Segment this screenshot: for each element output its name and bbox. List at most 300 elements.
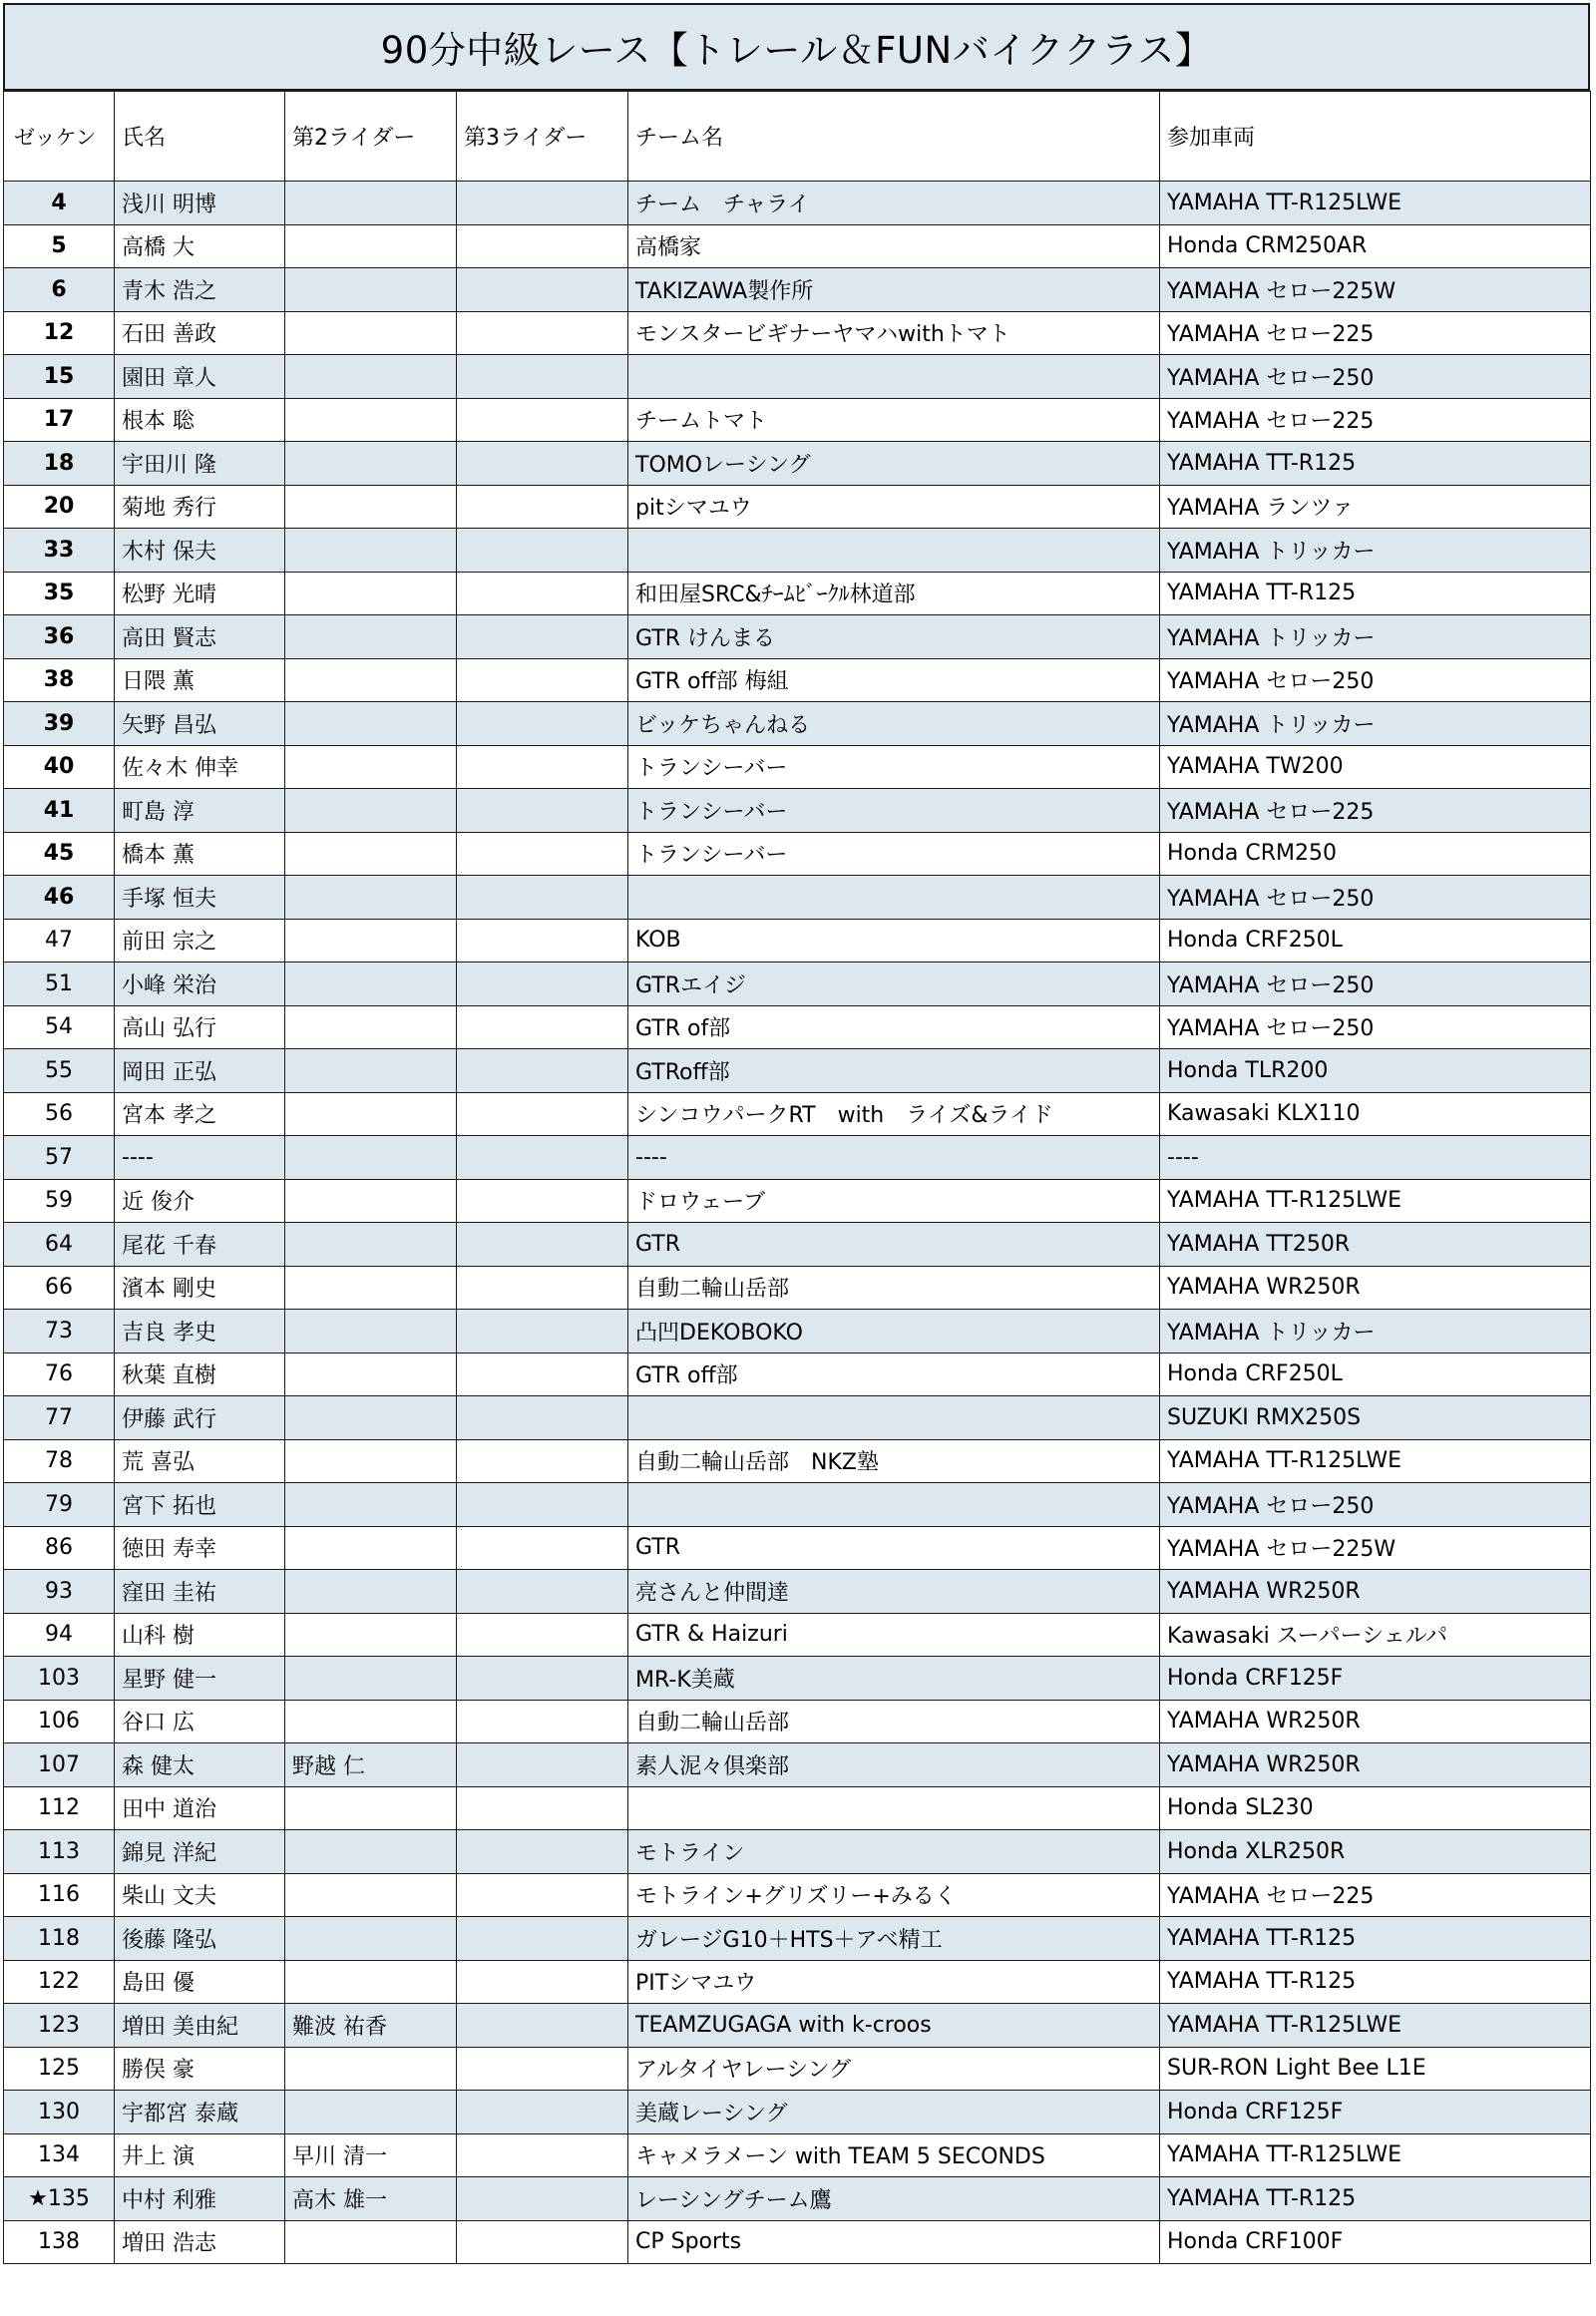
cell-rider3: [457, 615, 628, 659]
cell-name: 島田 優: [115, 1960, 285, 2004]
table-row: [4, 789, 1591, 833]
table-row: [4, 311, 1591, 355]
cell-rider3: [457, 2220, 628, 2264]
cell-bike: YAMAHA セロー225: [1160, 1873, 1591, 1917]
cell-rider3: [457, 485, 628, 529]
cell-team: モトライン+グリズリー+みるく: [628, 1873, 1160, 1917]
cell-rider2: 難波 祐香: [285, 2004, 457, 2048]
cell-bike: YAMAHA セロー225W: [1160, 268, 1591, 312]
cell-rider3: [457, 1266, 628, 1310]
cell-rider3: [457, 702, 628, 746]
cell-rider2: [285, 615, 457, 659]
cell-rider2: [285, 1657, 457, 1701]
cell-name: 増田 浩志: [115, 2220, 285, 2264]
cell-team: GTR & Haizuri: [628, 1613, 1160, 1657]
cell-bike: SUZUKI RMX250S: [1160, 1396, 1591, 1440]
cell-rider2: [285, 745, 457, 789]
cell-rider3: [457, 182, 628, 225]
cell-rider3: [457, 1049, 628, 1093]
cell-rider2: [285, 963, 457, 1006]
cell-rider2: [285, 1786, 457, 1830]
cell-bike: YAMAHA セロー225: [1160, 789, 1591, 833]
cell-team: 自動二輪山岳部: [628, 1266, 1160, 1310]
cell-rider3: [457, 1439, 628, 1483]
cell-rider2: [285, 1179, 457, 1223]
cell-number: 33: [4, 529, 115, 573]
cell-bike: YAMAHA セロー250: [1160, 876, 1591, 920]
cell-name: 勝俣 豪: [115, 2047, 285, 2091]
cell-name: 宮下 拓也: [115, 1483, 285, 1527]
cell-rider2: [285, 919, 457, 963]
table-row: [4, 1526, 1591, 1570]
cell-rider2: [285, 789, 457, 833]
cell-number: 47: [4, 919, 115, 963]
cell-team: GTR off部: [628, 1352, 1160, 1396]
table-row: [4, 485, 1591, 529]
cell-rider3: [457, 355, 628, 399]
cell-bike: YAMAHA TT-R125LWE: [1160, 182, 1591, 225]
cell-rider2: [285, 442, 457, 486]
cell-name: 小峰 栄治: [115, 963, 285, 1006]
cell-rider3: [457, 1179, 628, 1223]
cell-rider3: [457, 2177, 628, 2221]
cell-bike: YAMAHA TT-R125LWE: [1160, 2004, 1591, 2048]
cell-rider2: [285, 876, 457, 920]
cell-bike: YAMAHA TT-R125: [1160, 2177, 1591, 2221]
cell-team: GTR: [628, 1526, 1160, 1570]
cell-team: トランシーバー: [628, 745, 1160, 789]
cell-number: 56: [4, 1092, 115, 1136]
cell-number: 130: [4, 2091, 115, 2134]
cell-bike: YAMAHA セロー225: [1160, 311, 1591, 355]
cell-bike: Honda TLR200: [1160, 1049, 1591, 1093]
cell-team: GTR けんまる: [628, 615, 1160, 659]
cell-bike: YAMAHA TW200: [1160, 745, 1591, 789]
cell-number: 57: [4, 1136, 115, 1180]
cell-rider2: [285, 702, 457, 746]
cell-number: 103: [4, 1657, 115, 1701]
cell-rider2: [285, 1873, 457, 1917]
cell-rider2: [285, 1830, 457, 1874]
cell-rider3: [457, 1917, 628, 1961]
header-number: ゼッケン: [4, 92, 115, 182]
cell-team: レーシングチーム鷹: [628, 2177, 1160, 2221]
cell-bike: Honda XLR250R: [1160, 1830, 1591, 1874]
cell-rider2: [285, 1223, 457, 1267]
cell-name: 尾花 千春: [115, 1223, 285, 1267]
cell-rider3: [457, 745, 628, 789]
cell-number: 6: [4, 268, 115, 312]
cell-rider3: [457, 1310, 628, 1353]
cell-number: 134: [4, 2133, 115, 2177]
cell-number: 59: [4, 1179, 115, 1223]
cell-rider2: [285, 1613, 457, 1657]
cell-name: 浅川 明博: [115, 182, 285, 225]
cell-number: 86: [4, 1526, 115, 1570]
cell-bike: YAMAHA セロー250: [1160, 658, 1591, 702]
cell-rider2: [285, 1700, 457, 1743]
cell-rider3: [457, 1005, 628, 1049]
cell-rider2: [285, 2220, 457, 2264]
table-row: [4, 702, 1591, 746]
table-row: [4, 1396, 1591, 1440]
cell-rider2: [285, 268, 457, 312]
cell-rider2: [285, 311, 457, 355]
cell-bike: YAMAHA トリッカー: [1160, 529, 1591, 573]
cell-rider2: [285, 398, 457, 442]
table-row: [4, 745, 1591, 789]
cell-name: 窪田 圭祐: [115, 1570, 285, 1614]
cell-rider2: [285, 1136, 457, 1180]
cell-name: 星野 健一: [115, 1657, 285, 1701]
cell-team: チームトマト: [628, 398, 1160, 442]
cell-name: 橋本 薫: [115, 832, 285, 876]
cell-rider3: [457, 1960, 628, 2004]
cell-bike: SUR-RON Light Bee L1E: [1160, 2047, 1591, 2091]
cell-rider3: [457, 1396, 628, 1440]
table-row: [4, 1352, 1591, 1396]
cell-team: 凸凹DEKOBOKO: [628, 1310, 1160, 1353]
table-row: [4, 1092, 1591, 1136]
header-rider2: 第2ライダー: [285, 92, 457, 182]
cell-name: 錦見 洋紀: [115, 1830, 285, 1874]
cell-name: 高山 弘行: [115, 1005, 285, 1049]
cell-team: [628, 1483, 1160, 1527]
cell-number: 38: [4, 658, 115, 702]
cell-team: PITシマユウ: [628, 1960, 1160, 2004]
cell-number: 123: [4, 2004, 115, 2048]
cell-number: 107: [4, 1743, 115, 1787]
cell-rider3: [457, 1743, 628, 1787]
cell-rider3: [457, 1223, 628, 1267]
cell-rider3: [457, 1657, 628, 1701]
cell-rider2: 高木 雄一: [285, 2177, 457, 2221]
cell-bike: Kawasaki KLX110: [1160, 1092, 1591, 1136]
table-row: [4, 572, 1591, 615]
cell-bike: Kawasaki スーパーシェルパ: [1160, 1613, 1591, 1657]
cell-name: 日隈 薫: [115, 658, 285, 702]
cell-name: ----: [115, 1136, 285, 1180]
cell-name: 佐々木 伸幸: [115, 745, 285, 789]
table-row: [4, 1439, 1591, 1483]
cell-rider2: [285, 1005, 457, 1049]
table-row: [4, 224, 1591, 268]
cell-rider2: [285, 1483, 457, 1527]
cell-rider3: [457, 658, 628, 702]
table-row: [4, 1786, 1591, 1830]
cell-number: 17: [4, 398, 115, 442]
cell-rider2: 野越 仁: [285, 1743, 457, 1787]
cell-team: 自動二輪山岳部: [628, 1700, 1160, 1743]
table-row: [4, 919, 1591, 963]
cell-rider3: [457, 2133, 628, 2177]
table-row: [4, 1570, 1591, 1614]
cell-number: 79: [4, 1483, 115, 1527]
cell-rider3: [457, 1873, 628, 1917]
cell-number: 4: [4, 182, 115, 225]
header-rider3: 第3ライダー: [457, 92, 628, 182]
cell-team: [628, 355, 1160, 399]
cell-bike: YAMAHA TT-R125: [1160, 1917, 1591, 1961]
table-row: [4, 355, 1591, 399]
cell-team: キャメラメーン with TEAM 5 SECONDS: [628, 2133, 1160, 2177]
cell-name: 荒 喜弘: [115, 1439, 285, 1483]
cell-number: 41: [4, 789, 115, 833]
cell-bike: YAMAHA セロー225W: [1160, 1526, 1591, 1570]
cell-team: [628, 1786, 1160, 1830]
cell-rider3: [457, 311, 628, 355]
cell-team: ----: [628, 1136, 1160, 1180]
table-row: [4, 1136, 1591, 1180]
cell-rider2: [285, 1526, 457, 1570]
cell-name: 伊藤 武行: [115, 1396, 285, 1440]
cell-number: 20: [4, 485, 115, 529]
table-row: [4, 442, 1591, 486]
table-row: [4, 398, 1591, 442]
cell-bike: YAMAHA WR250R: [1160, 1570, 1591, 1614]
cell-name: 宮本 孝之: [115, 1092, 285, 1136]
cell-number: 77: [4, 1396, 115, 1440]
cell-rider2: [285, 2047, 457, 2091]
cell-number: 122: [4, 1960, 115, 2004]
table-row: [4, 1266, 1591, 1310]
cell-team: チーム チャライ: [628, 182, 1160, 225]
cell-number: 35: [4, 572, 115, 615]
cell-team: 美蔵レーシング: [628, 2091, 1160, 2134]
cell-team: モンスタービギナーヤマハwithトマト: [628, 311, 1160, 355]
cell-bike: YAMAHA セロー250: [1160, 355, 1591, 399]
cell-number: 113: [4, 1830, 115, 1874]
cell-number: 39: [4, 702, 115, 746]
cell-name: 松野 光晴: [115, 572, 285, 615]
cell-rider2: [285, 1439, 457, 1483]
cell-team: トランシーバー: [628, 789, 1160, 833]
cell-number: 118: [4, 1917, 115, 1961]
cell-rider2: [285, 224, 457, 268]
cell-number: 93: [4, 1570, 115, 1614]
cell-rider3: [457, 1786, 628, 1830]
table-row: [4, 2133, 1591, 2177]
cell-number: 76: [4, 1352, 115, 1396]
cell-number: 15: [4, 355, 115, 399]
cell-name: 吉良 孝史: [115, 1310, 285, 1353]
cell-team: TOMOレーシング: [628, 442, 1160, 486]
cell-bike: YAMAHA セロー250: [1160, 1005, 1591, 1049]
cell-number: 36: [4, 615, 115, 659]
cell-bike: YAMAHA トリッカー: [1160, 1310, 1591, 1353]
cell-name: 山科 樹: [115, 1613, 285, 1657]
cell-number: 73: [4, 1310, 115, 1353]
table-row: [4, 658, 1591, 702]
cell-number: 40: [4, 745, 115, 789]
cell-number: 5: [4, 224, 115, 268]
header-team: チーム名: [628, 92, 1160, 182]
cell-rider2: [285, 658, 457, 702]
cell-team: トランシーバー: [628, 832, 1160, 876]
cell-team: アルタイヤレーシング: [628, 2047, 1160, 2091]
cell-rider2: 早川 清一: [285, 2133, 457, 2177]
cell-name: 木村 保夫: [115, 529, 285, 573]
table-row: [4, 1700, 1591, 1743]
table-row: [4, 182, 1591, 225]
cell-number: 55: [4, 1049, 115, 1093]
cell-number: 54: [4, 1005, 115, 1049]
cell-rider2: [285, 355, 457, 399]
entry-rows: [4, 182, 1591, 2264]
table-row: [4, 1743, 1591, 1787]
cell-team: GTR: [628, 1223, 1160, 1267]
cell-rider3: [457, 1570, 628, 1614]
table-row: [4, 1830, 1591, 1874]
cell-rider3: [457, 1136, 628, 1180]
cell-rider3: [457, 919, 628, 963]
cell-rider3: [457, 789, 628, 833]
cell-rider3: [457, 1352, 628, 1396]
cell-number: 78: [4, 1439, 115, 1483]
cell-number: 94: [4, 1613, 115, 1657]
table-row: [4, 268, 1591, 312]
cell-name: 濱本 剛史: [115, 1266, 285, 1310]
cell-number: 64: [4, 1223, 115, 1267]
table-row: [4, 963, 1591, 1006]
cell-name: 徳田 寿幸: [115, 1526, 285, 1570]
cell-name: 前田 宗之: [115, 919, 285, 963]
entry-table: [3, 91, 1591, 2264]
cell-rider2: [285, 1960, 457, 2004]
cell-name: 園田 章人: [115, 355, 285, 399]
cell-rider2: [285, 1049, 457, 1093]
cell-rider3: [457, 2091, 628, 2134]
cell-rider3: [457, 1700, 628, 1743]
header-bike: 参加車両: [1160, 92, 1591, 182]
table-row: [4, 529, 1591, 573]
cell-number: 66: [4, 1266, 115, 1310]
cell-rider3: [457, 572, 628, 615]
cell-team: GTRoff部: [628, 1049, 1160, 1093]
cell-team: 亮さんと仲間達: [628, 1570, 1160, 1614]
cell-number: 46: [4, 876, 115, 920]
cell-rider3: [457, 1092, 628, 1136]
cell-number: 12: [4, 311, 115, 355]
header-row: [4, 92, 1591, 182]
cell-name: 増田 美由紀: [115, 2004, 285, 2048]
cell-name: 谷口 広: [115, 1700, 285, 1743]
cell-name: 近 俊介: [115, 1179, 285, 1223]
cell-name: 石田 善政: [115, 311, 285, 355]
cell-team: 自動二輪山岳部 NKZ塾: [628, 1439, 1160, 1483]
cell-rider3: [457, 876, 628, 920]
cell-team: ガレージG10＋HTS＋アベ精工: [628, 1917, 1160, 1961]
cell-name: 柴山 文夫: [115, 1873, 285, 1917]
cell-bike: Honda CRF125F: [1160, 2091, 1591, 2134]
cell-rider2: [285, 1396, 457, 1440]
cell-number: 112: [4, 1786, 115, 1830]
cell-bike: Honda SL230: [1160, 1786, 1591, 1830]
cell-rider3: [457, 2004, 628, 2048]
cell-rider2: [285, 1310, 457, 1353]
cell-rider2: [285, 1092, 457, 1136]
cell-name: 井上 演: [115, 2133, 285, 2177]
cell-rider2: [285, 485, 457, 529]
cell-rider2: [285, 182, 457, 225]
page-title: 90分中級レース【トレール＆FUNバイククラス】: [3, 3, 1590, 91]
table-row: [4, 1310, 1591, 1353]
table-row: [4, 2220, 1591, 2264]
cell-team: モトライン: [628, 1830, 1160, 1874]
cell-bike: YAMAHA TT-R125LWE: [1160, 1179, 1591, 1223]
cell-bike: YAMAHA セロー250: [1160, 1483, 1591, 1527]
table-row: [4, 1960, 1591, 2004]
cell-bike: YAMAHA TT-R125: [1160, 1960, 1591, 2004]
cell-bike: YAMAHA WR250R: [1160, 1700, 1591, 1743]
cell-team: 和田屋SRC&ﾁｰﾑﾋﾞｰｸﾙ林道部: [628, 572, 1160, 615]
table-row: [4, 2047, 1591, 2091]
cell-rider3: [457, 224, 628, 268]
cell-name: 宇都宮 泰蔵: [115, 2091, 285, 2134]
cell-name: 岡田 正弘: [115, 1049, 285, 1093]
header-name: 氏名: [115, 92, 285, 182]
cell-rider2: [285, 832, 457, 876]
cell-rider3: [457, 398, 628, 442]
cell-team: TEAMZUGAGA with k-croos: [628, 2004, 1160, 2048]
table-row: [4, 1005, 1591, 1049]
cell-name: 森 健太: [115, 1743, 285, 1787]
cell-bike: YAMAHA TT-R125LWE: [1160, 1439, 1591, 1483]
cell-rider3: [457, 1483, 628, 1527]
table-row: [4, 2004, 1591, 2048]
cell-team: CP Sports: [628, 2220, 1160, 2264]
cell-team: ビッケちゃんねる: [628, 702, 1160, 746]
cell-name: 根本 聡: [115, 398, 285, 442]
cell-bike: Honda CRM250: [1160, 832, 1591, 876]
cell-bike: YAMAHA トリッカー: [1160, 702, 1591, 746]
cell-team: GTR of部: [628, 1005, 1160, 1049]
table-row: [4, 615, 1591, 659]
cell-team: 高橋家: [628, 224, 1160, 268]
cell-number: 125: [4, 2047, 115, 2091]
cell-name: 手塚 恒夫: [115, 876, 285, 920]
cell-rider2: [285, 1266, 457, 1310]
cell-rider3: [457, 832, 628, 876]
table-row: [4, 1223, 1591, 1267]
cell-rider3: [457, 2047, 628, 2091]
cell-rider3: [457, 1613, 628, 1657]
cell-rider3: [457, 1830, 628, 1874]
cell-bike: YAMAHA セロー225: [1160, 398, 1591, 442]
table-row: [4, 876, 1591, 920]
cell-bike: Honda CRF125F: [1160, 1657, 1591, 1701]
cell-name: 中村 利雅: [115, 2177, 285, 2221]
table-row: [4, 1917, 1591, 1961]
cell-name: 後藤 隆弘: [115, 1917, 285, 1961]
cell-rider2: [285, 572, 457, 615]
cell-team: ドロウェーブ: [628, 1179, 1160, 1223]
table-row: [4, 1873, 1591, 1917]
cell-team: [628, 1396, 1160, 1440]
cell-name: 矢野 昌弘: [115, 702, 285, 746]
cell-bike: YAMAHA WR250R: [1160, 1266, 1591, 1310]
cell-bike: Honda CRF250L: [1160, 919, 1591, 963]
cell-team: GTRエイジ: [628, 963, 1160, 1006]
cell-rider2: [285, 1352, 457, 1396]
table-row: [4, 1179, 1591, 1223]
cell-bike: YAMAHA TT-R125: [1160, 442, 1591, 486]
cell-rider3: [457, 442, 628, 486]
table-row: [4, 1049, 1591, 1093]
cell-bike: YAMAHA ランツァ: [1160, 485, 1591, 529]
cell-team: [628, 529, 1160, 573]
cell-team: KOB: [628, 919, 1160, 963]
